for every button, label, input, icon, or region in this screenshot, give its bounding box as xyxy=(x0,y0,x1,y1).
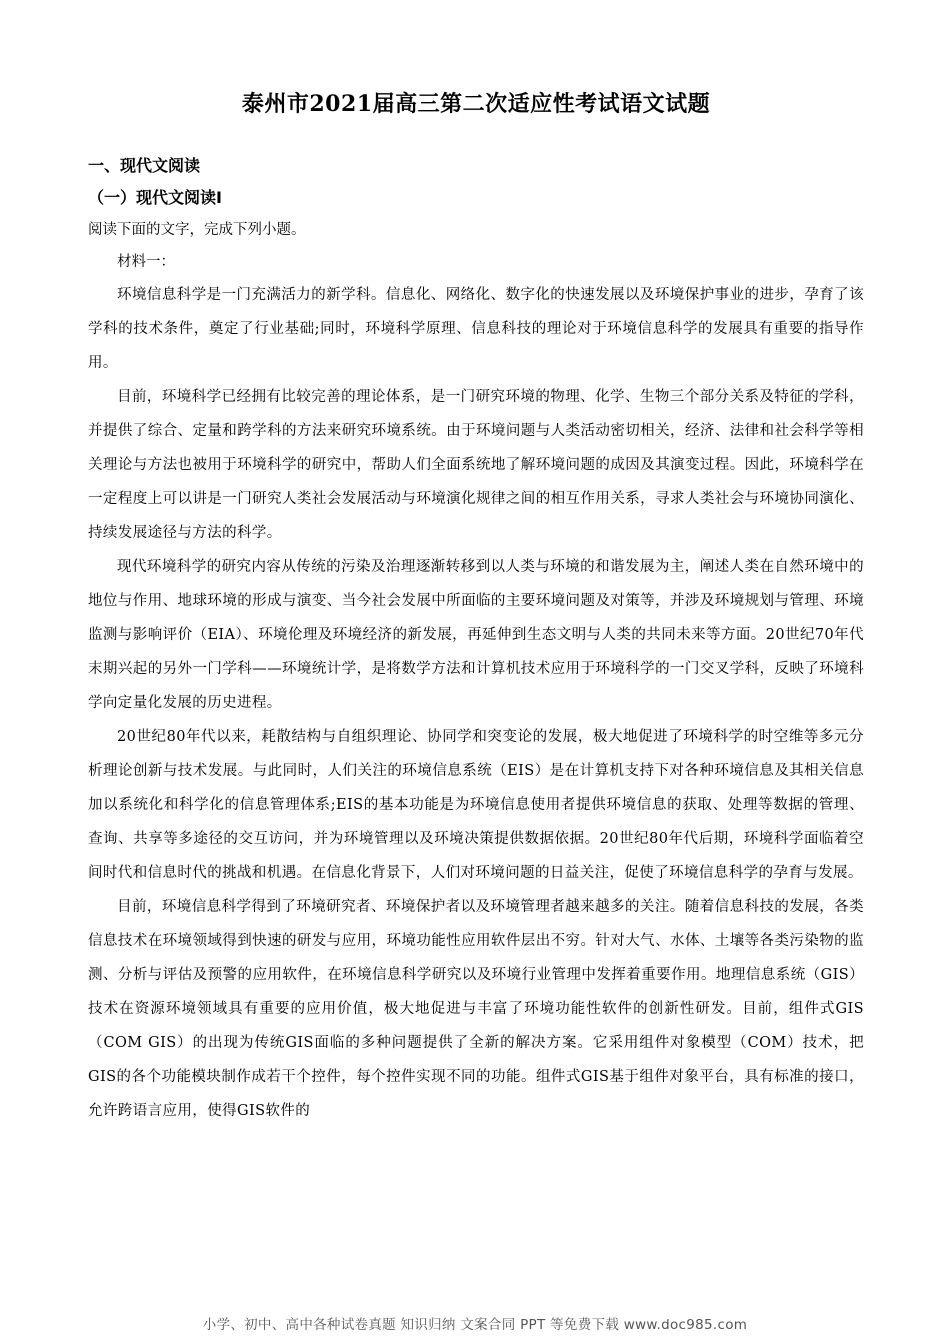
paragraph-5: 目前，环境信息科学得到了环境研究者、环境保护者以及环境管理者越来越多的关注。随着信息科技的发展，各类信息技术在环境领域得到快速的研发与应用，环境功能性应用软件层出不穷。针对大气、水体、土壤等各类污染物的监测、分析与评估及预警的应用软件，在环境信息科学研究以及环境行业管理中发挥着重要作用。地理信息系统（GIS）技术在资源环境领域具有重要的应用价值，极大地促进与丰富了环境功能性软件的创新性研发。目前，组件式GIS（COM GIS）的出现为传统GIS面临的多种问题提供了全新的解决方案。它采用组件对象模型（COM）技术，把GIS的各个功能模块制作成若干个控件，每个控件实现不同的功能。组件式GIS基于组件对象平台，具有标准的接口，允许跨语言应用，使得GIS软件的 xyxy=(88,899,864,1119)
document-page xyxy=(88,86,864,1128)
material-label: 材料一： xyxy=(117,254,175,270)
paragraph-3: 现代环境科学的研究内容从传统的污染及治理逐渐转移到以人类与环境的和谐发展为主，阐述人类在自然环境中的地位与作用、地球环境的形成与演变、当今社会发展中所面临的主要环境问题及对策等，并涉及环境规划与管理、环境监测与影响评价（EIA）、环境伦理及环境经济的新发展，再延伸到生态文明与人类的共同未来等方面。20世纪70年代末期兴起的另外一门学科——环境统计学，是将数学方法和计算机技术应用于环境科学的一门交叉学科，反映了环境科学向定量化发展的历史进程。 xyxy=(88,559,864,711)
section-heading-main: 一、现代文阅读 xyxy=(88,156,201,175)
paragraph-1: 环境信息科学是一门充满活力的新学科。信息化、网络化、数字化的快速发展以及环境保护事业的进步，孕育了该学科的技术条件，奠定了行业基础;同时，环境科学原理、信息科技的理论对于环境信息科学的发展具有重要的指导作用。 xyxy=(88,287,864,371)
paragraph-4: 20世纪80年代以来，耗散结构与自组织理论、协同学和突变论的发展，极大地促进了环境科学的时空维等多元分析理论创新与技术发展。与此同时，人们关注的环境信息系统（EIS）是在计算机支持下对各种环境信息及其相关信息加以系统化和科学化的信息管理体系;EIS的基本功能是为环境信息使用者提供环境信息的获取、处理等数据的管理、查询、共享等多途径的交互访问，并为环境管理以及环境决策提供数据依据。20世纪80年代后期，环境科学面临着空间时代和信息时代的挑战和机遇。在信息化背景下，人们对环境问题的日益关注，促使了环境信息科学的孕育与发展。 xyxy=(88,729,864,881)
section-heading-sub: （一）现代文阅读Ⅰ xyxy=(88,188,222,207)
paragraph-2: 目前，环境科学已经拥有比较完善的理论体系，是一门研究环境的物理、化学、生物三个部分关系及特征的学科，并提供了综合、定量和跨学科的方法来研究环境系统。由于环境问题与人类活动密切相关，经济、法律和社会科学等相关理论与方法也被用于环境科学的研究中，帮助人们全面系统地了解环境问题的成因及其演变过程。因此，环境科学在一定程度上可以讲是一门研究人类社会发展活动与环境演化规律之间的相互作用关系，寻求人类社会与环境协同演化、持续发展途径与方法的科学。 xyxy=(88,389,864,541)
document-title: 泰州市2021届高三第二次适应性考试语文试题 xyxy=(241,91,711,117)
page-footer: 小学、初中、高中各种试卷真题 知识归纳 文案合同 PPT 等免费下载 www.doc985.com xyxy=(202,1317,748,1333)
reading-instruction: 阅读下面的文字，完成下列小题。 xyxy=(88,222,306,238)
